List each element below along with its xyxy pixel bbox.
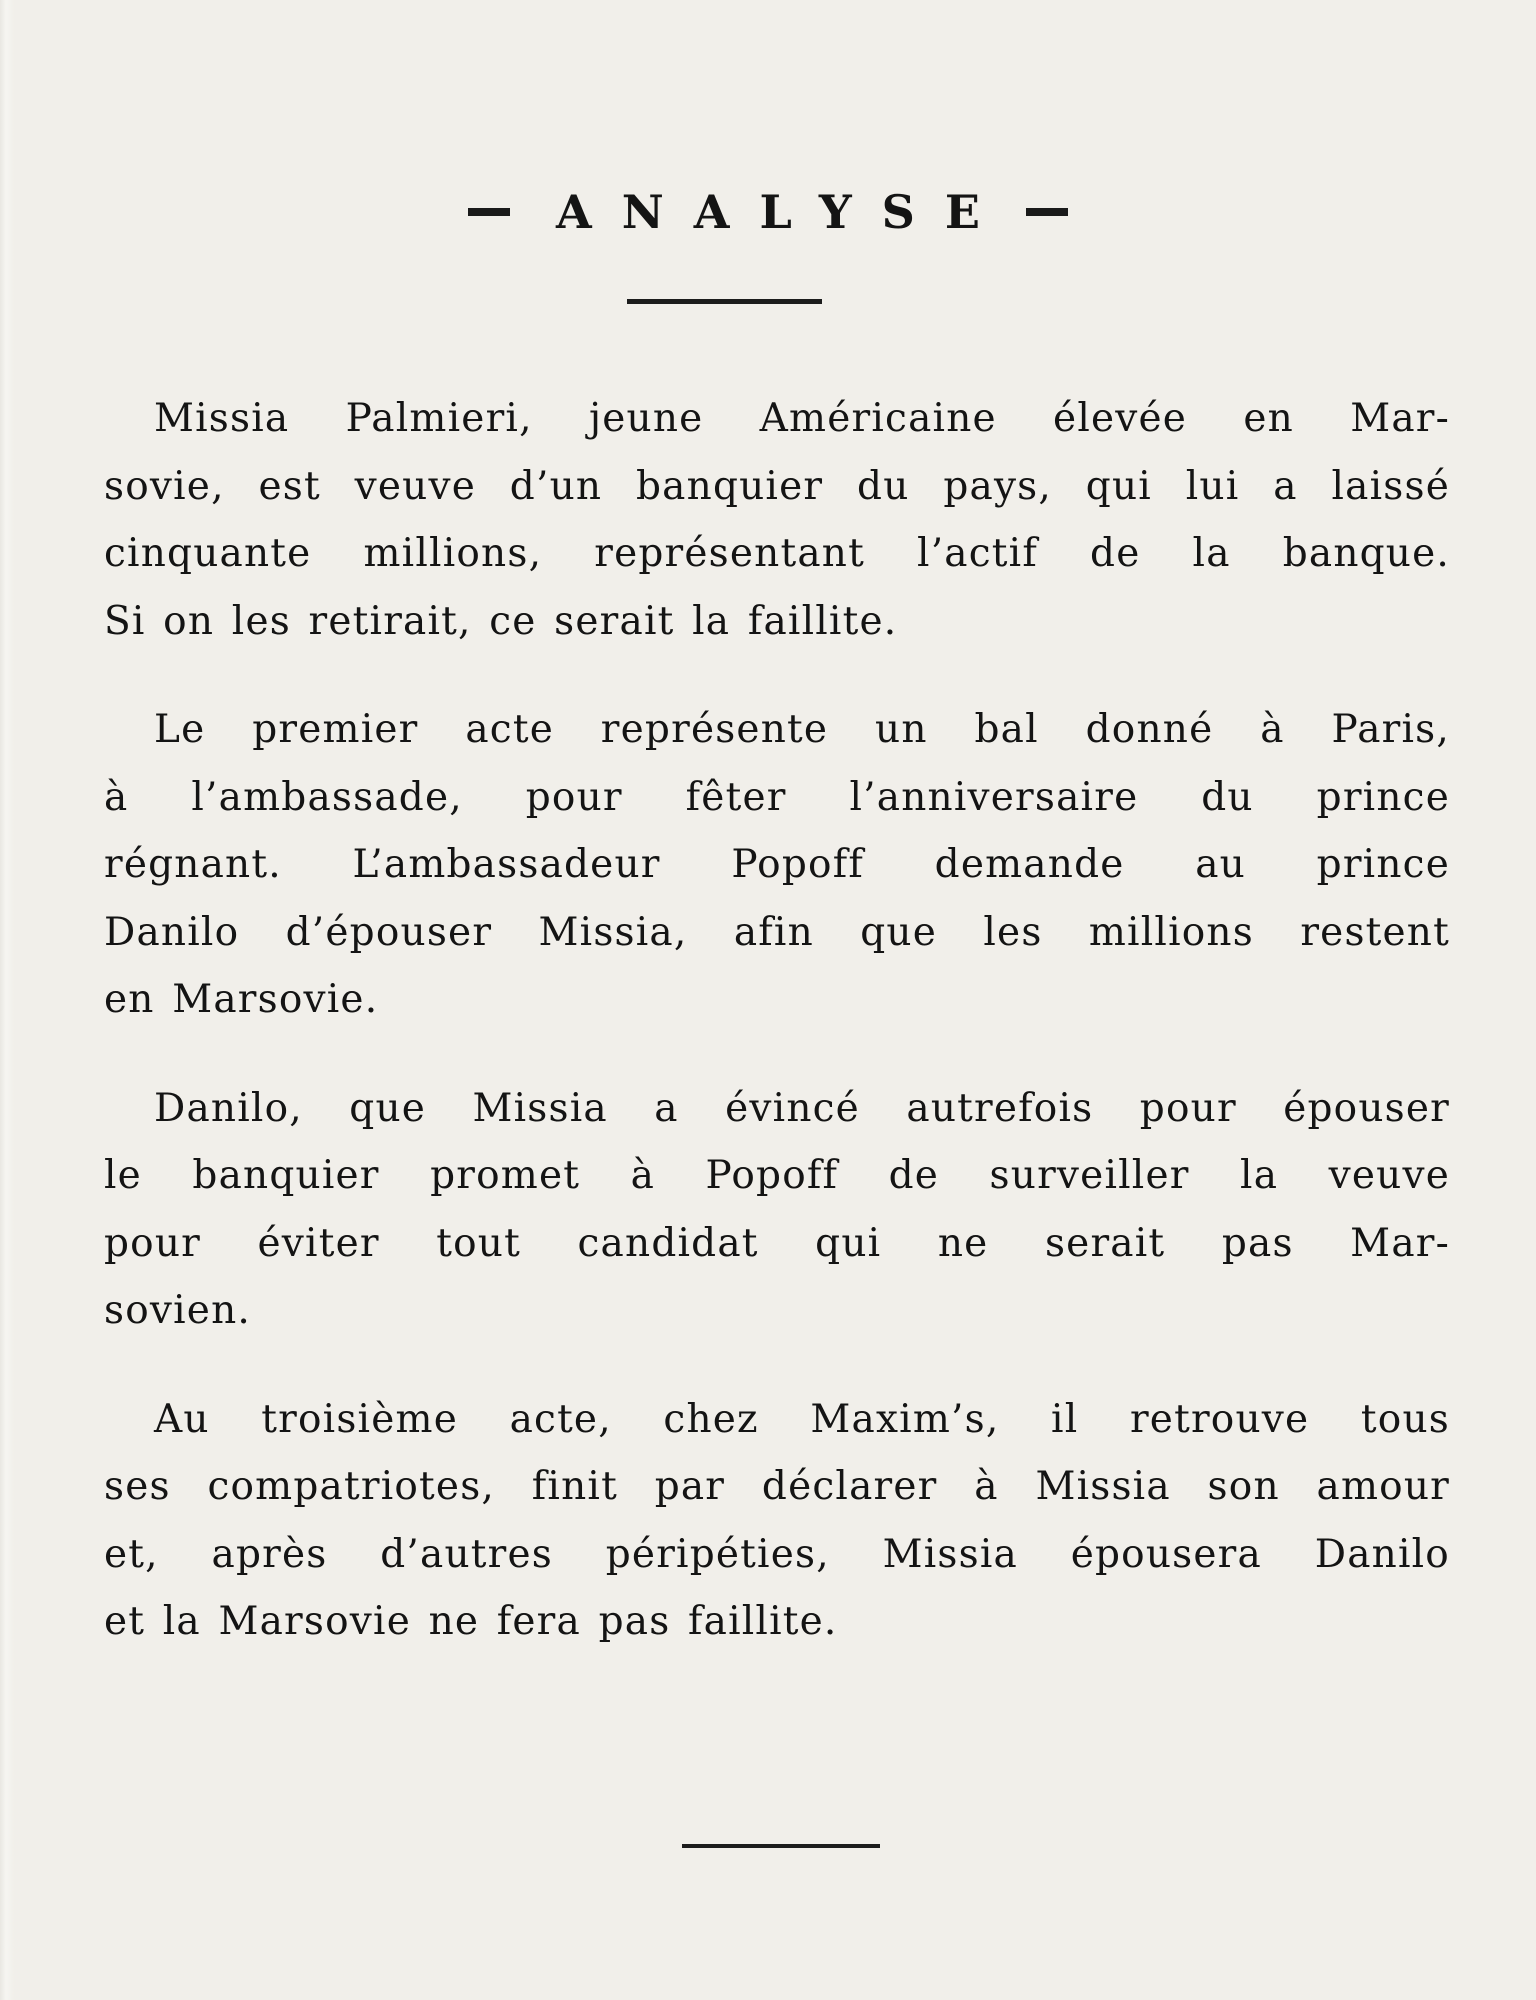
paragraph-4 [104, 1386, 1450, 1656]
text-line: sovien. [104, 1288, 251, 1333]
paragraph-2 [104, 696, 1450, 1034]
text-line: Si on les retirait, ce serait la faillite. [104, 598, 898, 644]
text-line: cinquante millions, représentant l’actif de la banque. [104, 531, 1450, 576]
text-line: sovie, est veuve d’un banquier du pays, qui lui a laissé [104, 463, 1450, 509]
text-line: et, après d’autres péripéties, Missia épousera Danilo [104, 1531, 1450, 1577]
title-row [0, 182, 1536, 242]
paragraph-3 [104, 1075, 1450, 1345]
page-title: ANALYSE [556, 185, 1010, 239]
text-line: pour éviter tout candidat qui ne serait pas Mar- [104, 1220, 1450, 1266]
text-line: Danilo, que Missia a évincé autrefois pour épouser [154, 1085, 1450, 1131]
text-line: et la Marsovie ne fera pas faillite. [104, 1599, 838, 1644]
title-divider-rule [627, 299, 822, 304]
text-line: en Marsovie. [104, 977, 379, 1022]
text-line: Missia Palmieri, jeune Américaine élevée en Mar- [154, 396, 1450, 441]
title-dash-left [468, 208, 510, 216]
text-line: Le premier acte représente un bal donné à Paris, [154, 707, 1450, 752]
text-line: le banquier promet à Popoff de surveiller la veuve [104, 1153, 1450, 1198]
analysis-body [104, 385, 1450, 1697]
text-line: à l’ambassade, pour fêter l’anniversaire du prince [104, 774, 1450, 820]
paragraph-1 [104, 385, 1450, 655]
text-line: ses compatriotes, finit par déclarer à Missia son amour [104, 1464, 1450, 1509]
title-dash-right [1026, 208, 1068, 216]
text-line: régnant. L’ambassadeur Popoff demande au prince [104, 842, 1450, 887]
text-line: Danilo d’épouser Missia, afin que les millions restent [104, 909, 1450, 955]
end-divider-rule [682, 1844, 880, 1848]
text-line: Au troisième acte, chez Maxim’s, il retrouve tous [154, 1396, 1450, 1442]
